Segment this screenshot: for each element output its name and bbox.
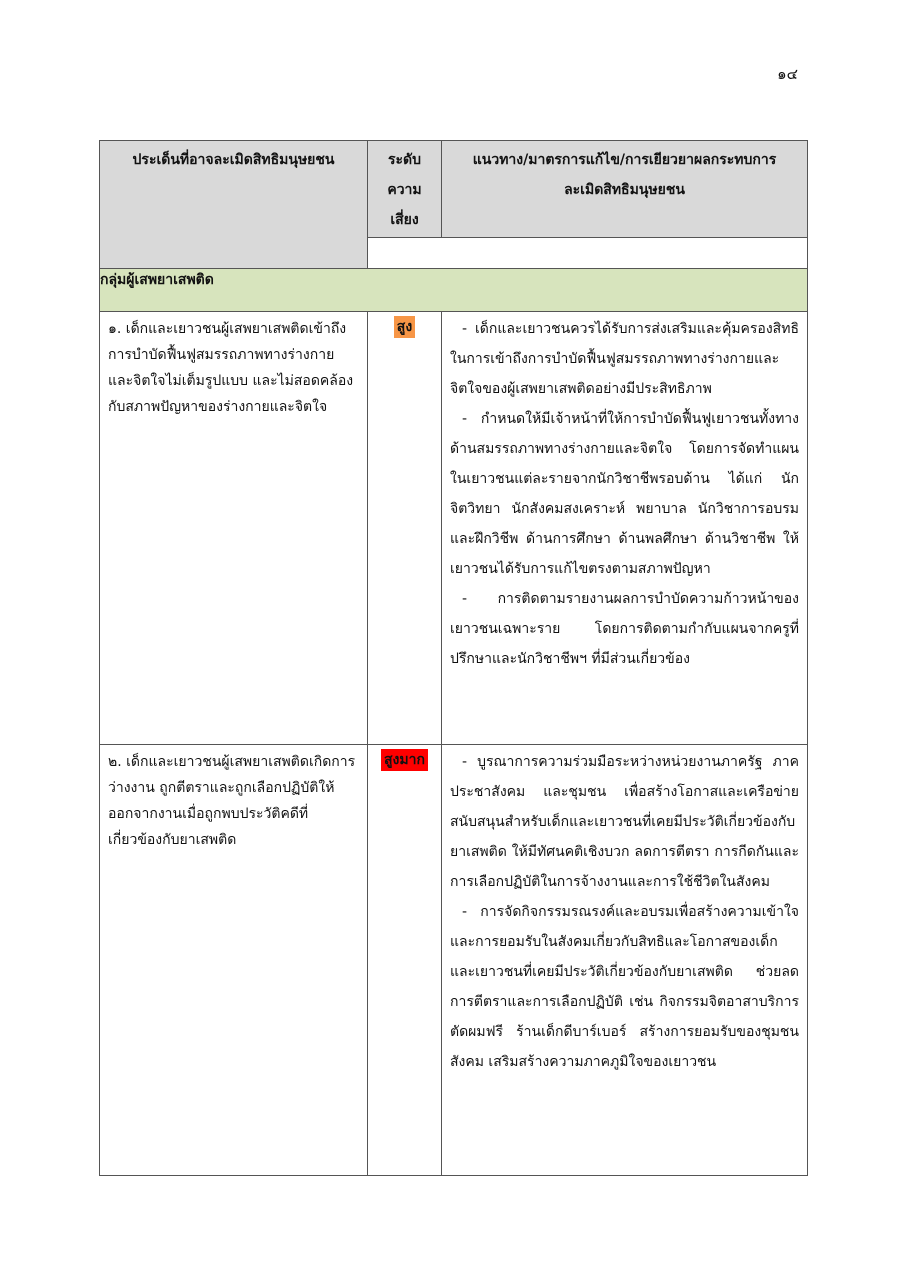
risk-badge-very-high: สูงมาก xyxy=(381,749,428,771)
header-measures: แนวทาง/มาตรการแก้ไข/การเยียวยาผลกระทบการละเมิดสิทธิมนุษยชน xyxy=(472,152,777,198)
measures-cell xyxy=(442,745,808,1176)
header-issue: ประเด็นที่อาจละเมิดสิทธิมนุษยชน xyxy=(132,152,335,168)
issue-cell xyxy=(100,745,368,1176)
risk-cell xyxy=(368,312,442,745)
header-risk: ระดับ ความ เสี่ยง xyxy=(387,152,422,228)
measure-item: - กำหนดให้มีเจ้าหน้าที่ให้การบำบัดฟื้นฟูเยาวชนทั้งทางด้านสมรรถภาพทางร่างกายและจิตใจ โดยการจัดทำแผนในเยาวชนแต่ละรายจากนักวิชาชีพรอบด้าน ได้แก่ นักจิตวิทยา นักสังคมสงเคราะห์ พยาบาล นักวิชาการอบรมและฝึกวิชีพ ด้านการศึกษา ด้านพลศึกษา ด้านวิชาชีพ ให้เยาวชนได้รับการแก้ไขตรงตามสภาพปัญหา xyxy=(450,411,799,577)
table-row xyxy=(100,312,808,745)
table-row xyxy=(100,745,808,1176)
header-risk-cell xyxy=(368,141,442,238)
issue-cell xyxy=(100,312,368,745)
header-measures-cell xyxy=(442,141,808,238)
group-title: กลุ่มผู้เสพยาเสพติด xyxy=(100,269,808,312)
group-row xyxy=(100,269,808,312)
header-spacer-cell xyxy=(368,238,808,269)
measure-item: - การติดตามรายงานผลการบำบัดความก้าวหน้าของเยาวชนเฉพาะราย โดยการติดตามกำกับแผนจากครูที่ปรึกษาและนักวิชาชีพฯ ที่มีส่วนเกี่ยวข้อง xyxy=(450,591,799,667)
measure-item: - บูรณาการความร่วมมือระหว่างหน่วยงานภาครัฐ ภาคประชาสังคม และชุมชน เพื่อสร้างโอกาสและเครือข่ายสนับสนุนสำหรับเด็กและเยาวชนที่เคยมีประวัติเกี่ยวข้องกับยาเสพติด ให้มีทัศนคติเชิงบวก ลดการตีตรา การกีดกันและการเลือกปฏิบัติในการจ้างงานและการใช้ชีวิตในสังคม xyxy=(450,754,799,890)
risk-cell xyxy=(368,745,442,1176)
issue-text: ๑. เด็กและเยาวชนผู้เสพยาเสพติดเข้าถึงการบำบัดฟื้นฟูสมรรถภาพทางร่างกายและจิตใจไม่เต็มรูปแบบ และไม่สอดคล้องกับสภาพปัญหาของร่างกายและจิตใจ xyxy=(108,321,354,415)
risk-badge-high: สูง xyxy=(394,316,415,338)
measure-item: - เด็กและเยาวชนควรได้รับการส่งเสริมและคุ้มครองสิทธิในการเข้าถึงการบำบัดฟื้นฟูสมรรถภาพทางร่างกายและจิตใจของผู้เสพยาเสพติดอย่างมีประสิทธิภาพ xyxy=(450,321,799,397)
measure-item: - การจัดกิจกรรมรณรงค์และอบรมเพื่อสร้างความเข้าใจและการยอมรับในสังคมเกี่ยวกับสิทธิและโอกาสของเด็กและเยาวชนที่เคยมีประวัติเกี่ยวข้องกับยาเสพติด ช่วยลดการตีตราและการเลือกปฏิบัติ เช่น กิจกรรมจิตอาสาบริการตัดผมฟรี ร้านเด็กดีบาร์เบอร์ สร้างการยอมรับของชุมชน สังคม เสริมสร้างความภาคภูมิใจของเยาวชน xyxy=(450,904,799,1070)
header-issue-cell xyxy=(100,141,368,269)
issue-text: ๒. เด็กและเยาวชนผู้เสพยาเสพติดเกิดการว่างงาน ถูกตีตราและถูกเลือกปฏิบัติให้ออกจากงานเมื่อถูกพบประวัติคดีที่เกี่ยวข้องกับยาเสพติด xyxy=(108,754,356,848)
human-rights-risk-table xyxy=(99,140,808,1176)
table-header-row xyxy=(100,141,808,238)
measures-cell xyxy=(442,312,808,745)
page-number: ๑๔ xyxy=(777,65,798,83)
